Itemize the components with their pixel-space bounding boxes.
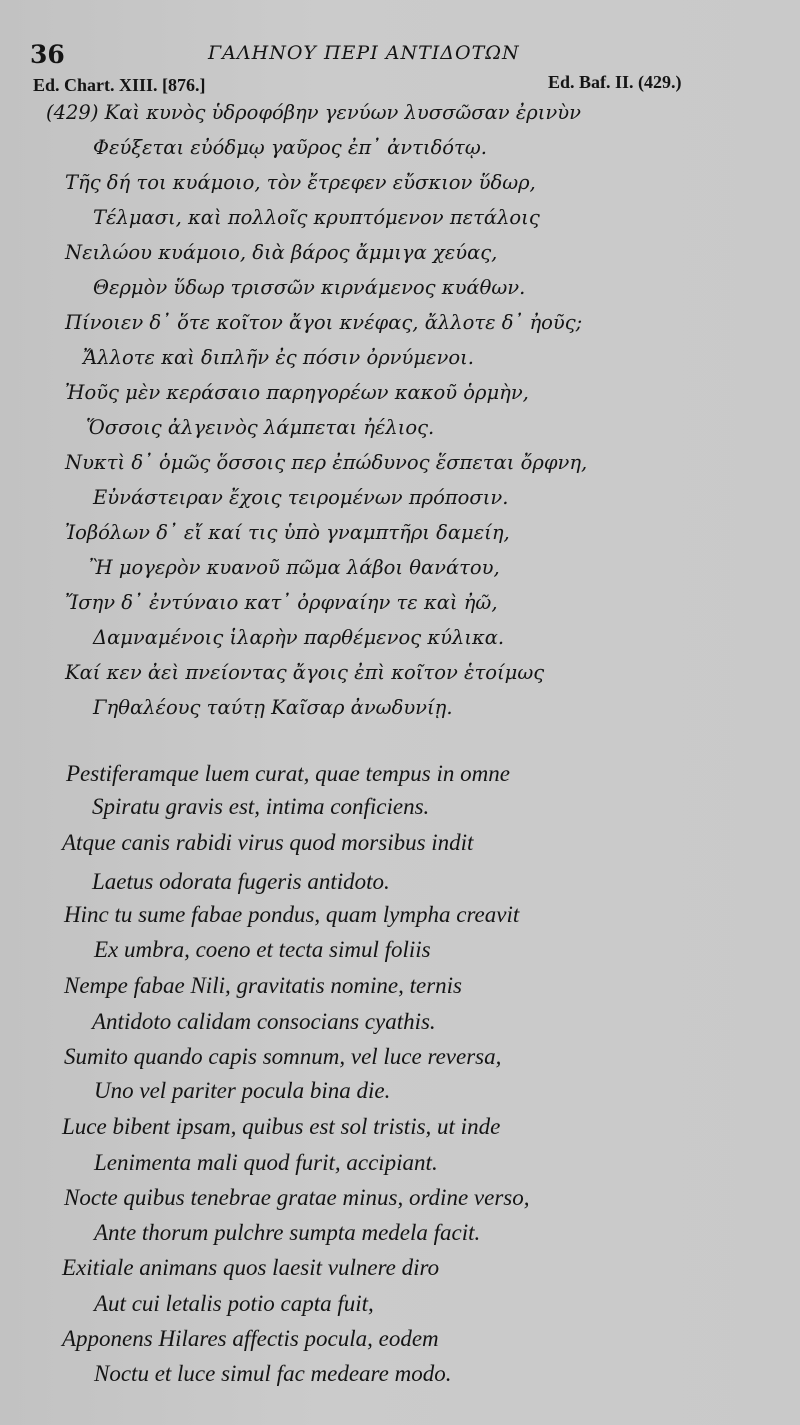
latin-verse-line: Antidoto calidam consocians cyathis.	[92, 1009, 436, 1034]
latin-verse-line: Atque canis rabidi virus quod morsibus indit	[62, 830, 474, 855]
greek-verse-line: Εὐνάστειραν ἔχοις τειρομένων πρόποσιν.	[93, 486, 509, 509]
latin-verse-line: Exitiale animans quos laesit vulnere diro	[62, 1255, 440, 1280]
latin-verse-line: Nempe fabae Nili, gravitatis nomine, ternis	[64, 973, 462, 998]
latin-verse-line: Sumito quando capis somnum, vel luce reversa,	[64, 1044, 502, 1069]
greek-verse-line: Ἄλλοτε καὶ διπλῆν ἐς πόσιν ὀρνύμενοι.	[83, 346, 474, 369]
greek-verse-line: Ἢ μογερὸν κυανοῦ πῶμα λάβοι θανάτου,	[89, 556, 500, 579]
greek-verse-line: Ἰοβόλων δ᾽ εἴ καί τις ὑπὸ γναμπτῆρι δαμείη,	[65, 521, 510, 544]
edition-reference-right: Ed. Baf. II. (429.)	[548, 72, 682, 92]
greek-verse-line: Τῆς δή τοι κυάμοιο, τὸν ἔτρεφεν εὔσκιον ὕδωρ,	[65, 171, 536, 194]
latin-verse-line: Laetus odorata fugeris antidoto.	[92, 869, 390, 894]
edition-reference-left: Ed. Chart. XIII. [876.]	[33, 75, 206, 95]
greek-verse-line: Ἠοῦς μὲν κεράσαιο παρηγορέων κακοῦ ὁρμὴν,	[65, 381, 529, 404]
greek-verse-line: Τέλμασι, καὶ πολλοῖς κρυπτόμενον πετάλοις	[93, 206, 540, 229]
greek-verse-line: Πίνοιεν δ᾽ ὅτε κοῖτον ἄγοι κνέφας, ἄλλοτε δ᾽ ἠοῦς;	[65, 311, 583, 334]
greek-verse-line: Νυκτὶ δ᾽ ὁμῶς ὅσσοις περ ἐπώδυνος ἕσπεται ὄρφνη,	[65, 451, 588, 474]
latin-verse-line: Spiratu gravis est, intima conficiens.	[92, 794, 430, 819]
latin-verse-line: Apponens Hilares affectis pocula, eodem	[62, 1326, 439, 1351]
latin-verse-line: Lenimenta mali quod furit, accipiant.	[94, 1150, 438, 1175]
latin-verse-line: Luce bibent ipsam, quibus est sol tristis, ut inde	[62, 1114, 501, 1139]
greek-verse-line: Φεύξεται εὐόδμῳ γαῦρος ἐπ᾽ ἀντιδότῳ.	[93, 136, 487, 159]
latin-verse-line: Ante thorum pulchre sumpta medela facit.	[94, 1220, 481, 1245]
greek-verse-line: Καί κεν ἀεὶ πνείοντας ἄγοις ἐπὶ κοῖτον ἑτοίμως	[65, 661, 545, 684]
latin-verse-line: Aut cui letalis potio capta fuit,	[94, 1291, 374, 1316]
greek-verse-line: (429) Καὶ κυνὸς ὑδροφόβην γενύων λυσσῶσαν ἐρινὺν	[46, 101, 581, 124]
greek-verse-line: Γηθαλέους ταύτῃ Καῖσαρ ἀνωδυνίῃ.	[93, 696, 453, 719]
latin-verse-line: Noctu et luce simul fac medeare modo.	[94, 1361, 452, 1386]
page-number: 36	[30, 40, 65, 69]
greek-verse-line: Ὅσσοις ἀλγεινὸς λάμπεται ἠέλιος.	[86, 416, 435, 439]
latin-verse-line: Nocte quibus tenebrae gratae minus, ordine verso,	[64, 1185, 530, 1210]
greek-verse-line: Νειλώου κυάμοιο, διὰ βάρος ἄμμιγα χεύας,	[65, 241, 498, 264]
greek-verse-line: Ἴσην δ᾽ ἐντύναιο κατ᾽ ὀρφναίην τε καὶ ἠῶ,	[65, 591, 498, 614]
latin-verse-line: Uno vel pariter pocula bina die.	[94, 1078, 391, 1103]
latin-verse-line: Pestiferamque luem curat, quae tempus in omne	[66, 761, 510, 786]
latin-verse-line: Ex umbra, coeno et tecta simul foliis	[94, 937, 431, 962]
greek-verse-line: Δαμναμένοις ἱλαρὴν παρθέμενος κύλικα.	[93, 626, 505, 649]
greek-verse-line: Θερμὸν ὕδωρ τρισσῶν κιρνάμενος κυάθων.	[93, 276, 526, 299]
latin-verse-line: Hinc tu sume fabae pondus, quam lympha creavit	[64, 902, 520, 927]
running-title: ΓΑΛΗΝΟΥ ΠΕΡΙ ΑΝΤΙΔΟΤΩΝ	[208, 42, 520, 64]
